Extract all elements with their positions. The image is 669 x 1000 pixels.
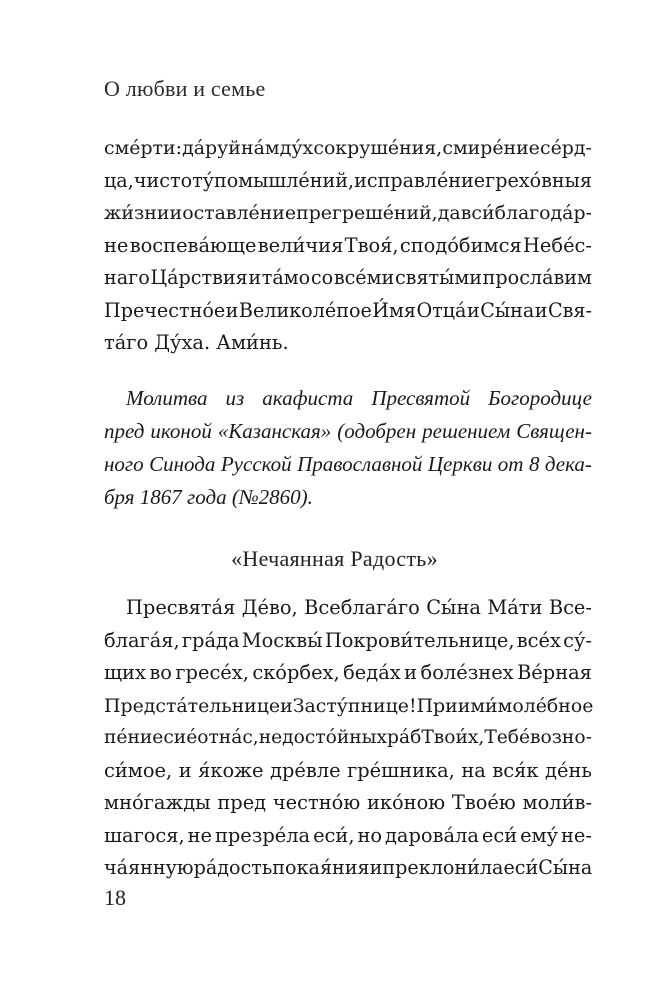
text-line: наго Ца́рствия и та́мо со все́ми святы́ми просла́вим — [104, 266, 592, 289]
text-line: ча́янную ра́дость покая́ния и преклони́ла еси́ Сы́на — [104, 856, 593, 879]
running-head: О любви и семье — [104, 76, 266, 101]
text-line: мно́гажды пред честно́ю ико́ною Твое́ю моли́в- — [104, 791, 592, 814]
text-line: пе́ние сие́ от на́с, недосто́йных ра́б Твои́х, Тебе́ возно- — [104, 727, 592, 748]
text-line: шагося, не презре́ла еси́, но дарова́ла еси́ ему́ не- — [104, 823, 592, 847]
text-line: Пресвята́я Де́во, Всеблага́го Сы́на Ма́ти Все- — [126, 596, 592, 619]
text-line: Предста́тельнице и Засту́пнице! Приими́ моле́бное — [104, 694, 594, 717]
text-line: та́го Ду́ха. Ами́нь. — [104, 331, 289, 354]
text-line: блага́я, гра́да Москвы́ Покрови́тельнице, все́х су́- — [104, 628, 592, 652]
text-line: ца, чистоту́ помышле́ний, исправле́ние грехо́вныя — [104, 168, 592, 192]
text-line: си́мое, и я́коже дре́вле гре́шника, на вся́к де́нь — [104, 758, 592, 782]
source-note — [104, 382, 592, 514]
note-line: бря 1867 года (№2860). — [104, 485, 313, 509]
text-line: сме́рти: да́руй на́м ду́х сокруше́ния, смире́ние се́рд- — [104, 137, 592, 159]
text-line: щих во гресе́х, ско́рбех, беда́х и боле́знех Ве́рная — [104, 661, 592, 684]
note-line: пред иконой «Казанская» (одобрен решением Священ- — [104, 419, 592, 443]
text-line: жи́зни и оставле́ние прегреше́ний, да вси́ благода́р- — [104, 202, 592, 224]
page-number: 18 — [104, 885, 126, 910]
prayer-beginning — [104, 592, 592, 885]
note-line: Молитва из акафиста Пресвятой Богородице — [126, 386, 592, 410]
text-line: Пречестно́е и Великоле́пое И́мя Отца́ и Сы́на и Свя- — [104, 298, 592, 322]
section-title: «Нечаянная Радость» — [231, 546, 438, 571]
note-line: ного Синода Русской Православной Церкви от 8 дека- — [104, 452, 592, 476]
text-line: не воспева́юще вели́чия Твоя́, сподо́бимся Небе́с- — [104, 233, 592, 257]
prayer-ending — [104, 132, 592, 360]
